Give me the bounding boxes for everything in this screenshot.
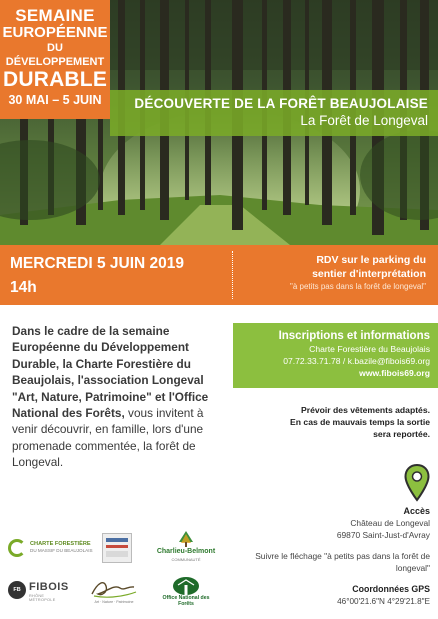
meeting-point-line2: sentier d'interprétation: [312, 268, 426, 280]
event-banner: [0, 0, 110, 119]
inscriptions-heading: Inscriptions et informations: [278, 330, 430, 342]
advice-note: [240, 404, 430, 440]
region-logo: [102, 533, 132, 563]
onf-logo-text: Office National des Forêts: [162, 595, 210, 607]
longeval-signature-icon: [88, 578, 140, 600]
longeval-logo: [88, 578, 140, 610]
charte-forestiere-logo: [8, 536, 96, 562]
event-time: 14h: [10, 279, 37, 296]
region-logo-band3: [106, 551, 128, 557]
title-band: [110, 90, 438, 136]
onf-logo: [154, 576, 218, 606]
intro-normal: vous invitent à venir découvrir, en famille, lors d'une promenade commentée, la forêt de Longeval.: [12, 406, 204, 470]
access-place: Château de Longeval: [350, 518, 430, 528]
charlieu-logo-text: Charlieu-Belmont: [156, 548, 216, 555]
region-logo-band1: [106, 538, 128, 542]
fibois-logo-text: FIBOIS: [29, 581, 69, 593]
tree-icon: [178, 531, 194, 547]
banner-line3: DU DÉVELOPPEMENT: [5, 42, 105, 68]
inscriptions-org: Charte Forestière du Beaujolais: [309, 344, 430, 354]
intro-bold: Dans le cadre de la semaine Européenne du Développement Durable, la Charte Forestière du Beaujolais, l'association Longeval "Art, Nature, Patrimoine" et l'Office National des Forêts,: [12, 324, 209, 421]
page-title: DÉCOUVERTE DE LA FORÊT BEAUJOLAISE: [134, 96, 428, 111]
advice-line1: Prévoir des vêtements adaptés.: [301, 405, 430, 415]
forest-photo: [0, 0, 438, 245]
meeting-point-line1: RDV sur le parking du: [316, 254, 426, 266]
access-city: 69870 Saint-Just-d'Avray: [336, 530, 430, 540]
map-pin-icon: [404, 464, 430, 502]
charte-logo-line1: CHARTE FORESTIÈRE: [30, 541, 91, 547]
fibois-logo-sub: RHÔNE MÉTROPOLE: [29, 594, 56, 602]
banner-line1: SEMAINE: [15, 6, 95, 25]
banner-line2: EUROPÉENNE: [2, 24, 108, 41]
intro-paragraph: [12, 323, 220, 471]
charlieu-logo-sub: COMMUNAUTÉ: [171, 557, 201, 562]
inscriptions-website[interactable]: www.fibois69.org: [359, 368, 430, 378]
meeting-point: [236, 253, 426, 281]
charte-ring-icon: [8, 539, 26, 557]
onf-tree-icon: [154, 576, 218, 596]
gps-heading: Coordonnées GPS: [352, 584, 430, 594]
gps-coordinates: 46°00'21.6"N 4°29'21.8"E: [337, 597, 430, 606]
region-logo-band2: [106, 545, 128, 548]
access-heading: Accès: [403, 506, 430, 516]
event-date: MERCREDI 5 JUIN 2019: [10, 255, 185, 272]
advice-line3: sera reportée.: [373, 429, 430, 439]
charlieu-belmont-logo: [154, 531, 218, 565]
inscriptions-box: [233, 323, 438, 388]
fibois-badge-icon: FB: [8, 581, 26, 599]
meeting-point-trail: "à petits pas dans la forêt de longeval": [290, 282, 426, 291]
date-bar: [0, 245, 438, 305]
longeval-logo-sub: Art · Nature · Patrimoine: [94, 600, 134, 604]
fibois-logo: [8, 580, 72, 602]
advice-line2: En cas de mauvais temps la sortie: [290, 417, 430, 427]
page-subtitle: La Forêt de Longeval: [300, 113, 428, 128]
banner-dates: 30 MAI – 5 JUIN: [8, 93, 102, 107]
charte-logo-line2: DU MASSIF DU BEAUJOLAIS: [30, 548, 93, 553]
inscriptions-contact[interactable]: 07.72.33.71.78 / k.bazile@fibois69.org: [283, 356, 430, 366]
access-directions: Suivre le fléchage "à petits pas dans la forêt de longeval": [255, 551, 430, 573]
banner-line4: DURABLE: [2, 68, 108, 91]
